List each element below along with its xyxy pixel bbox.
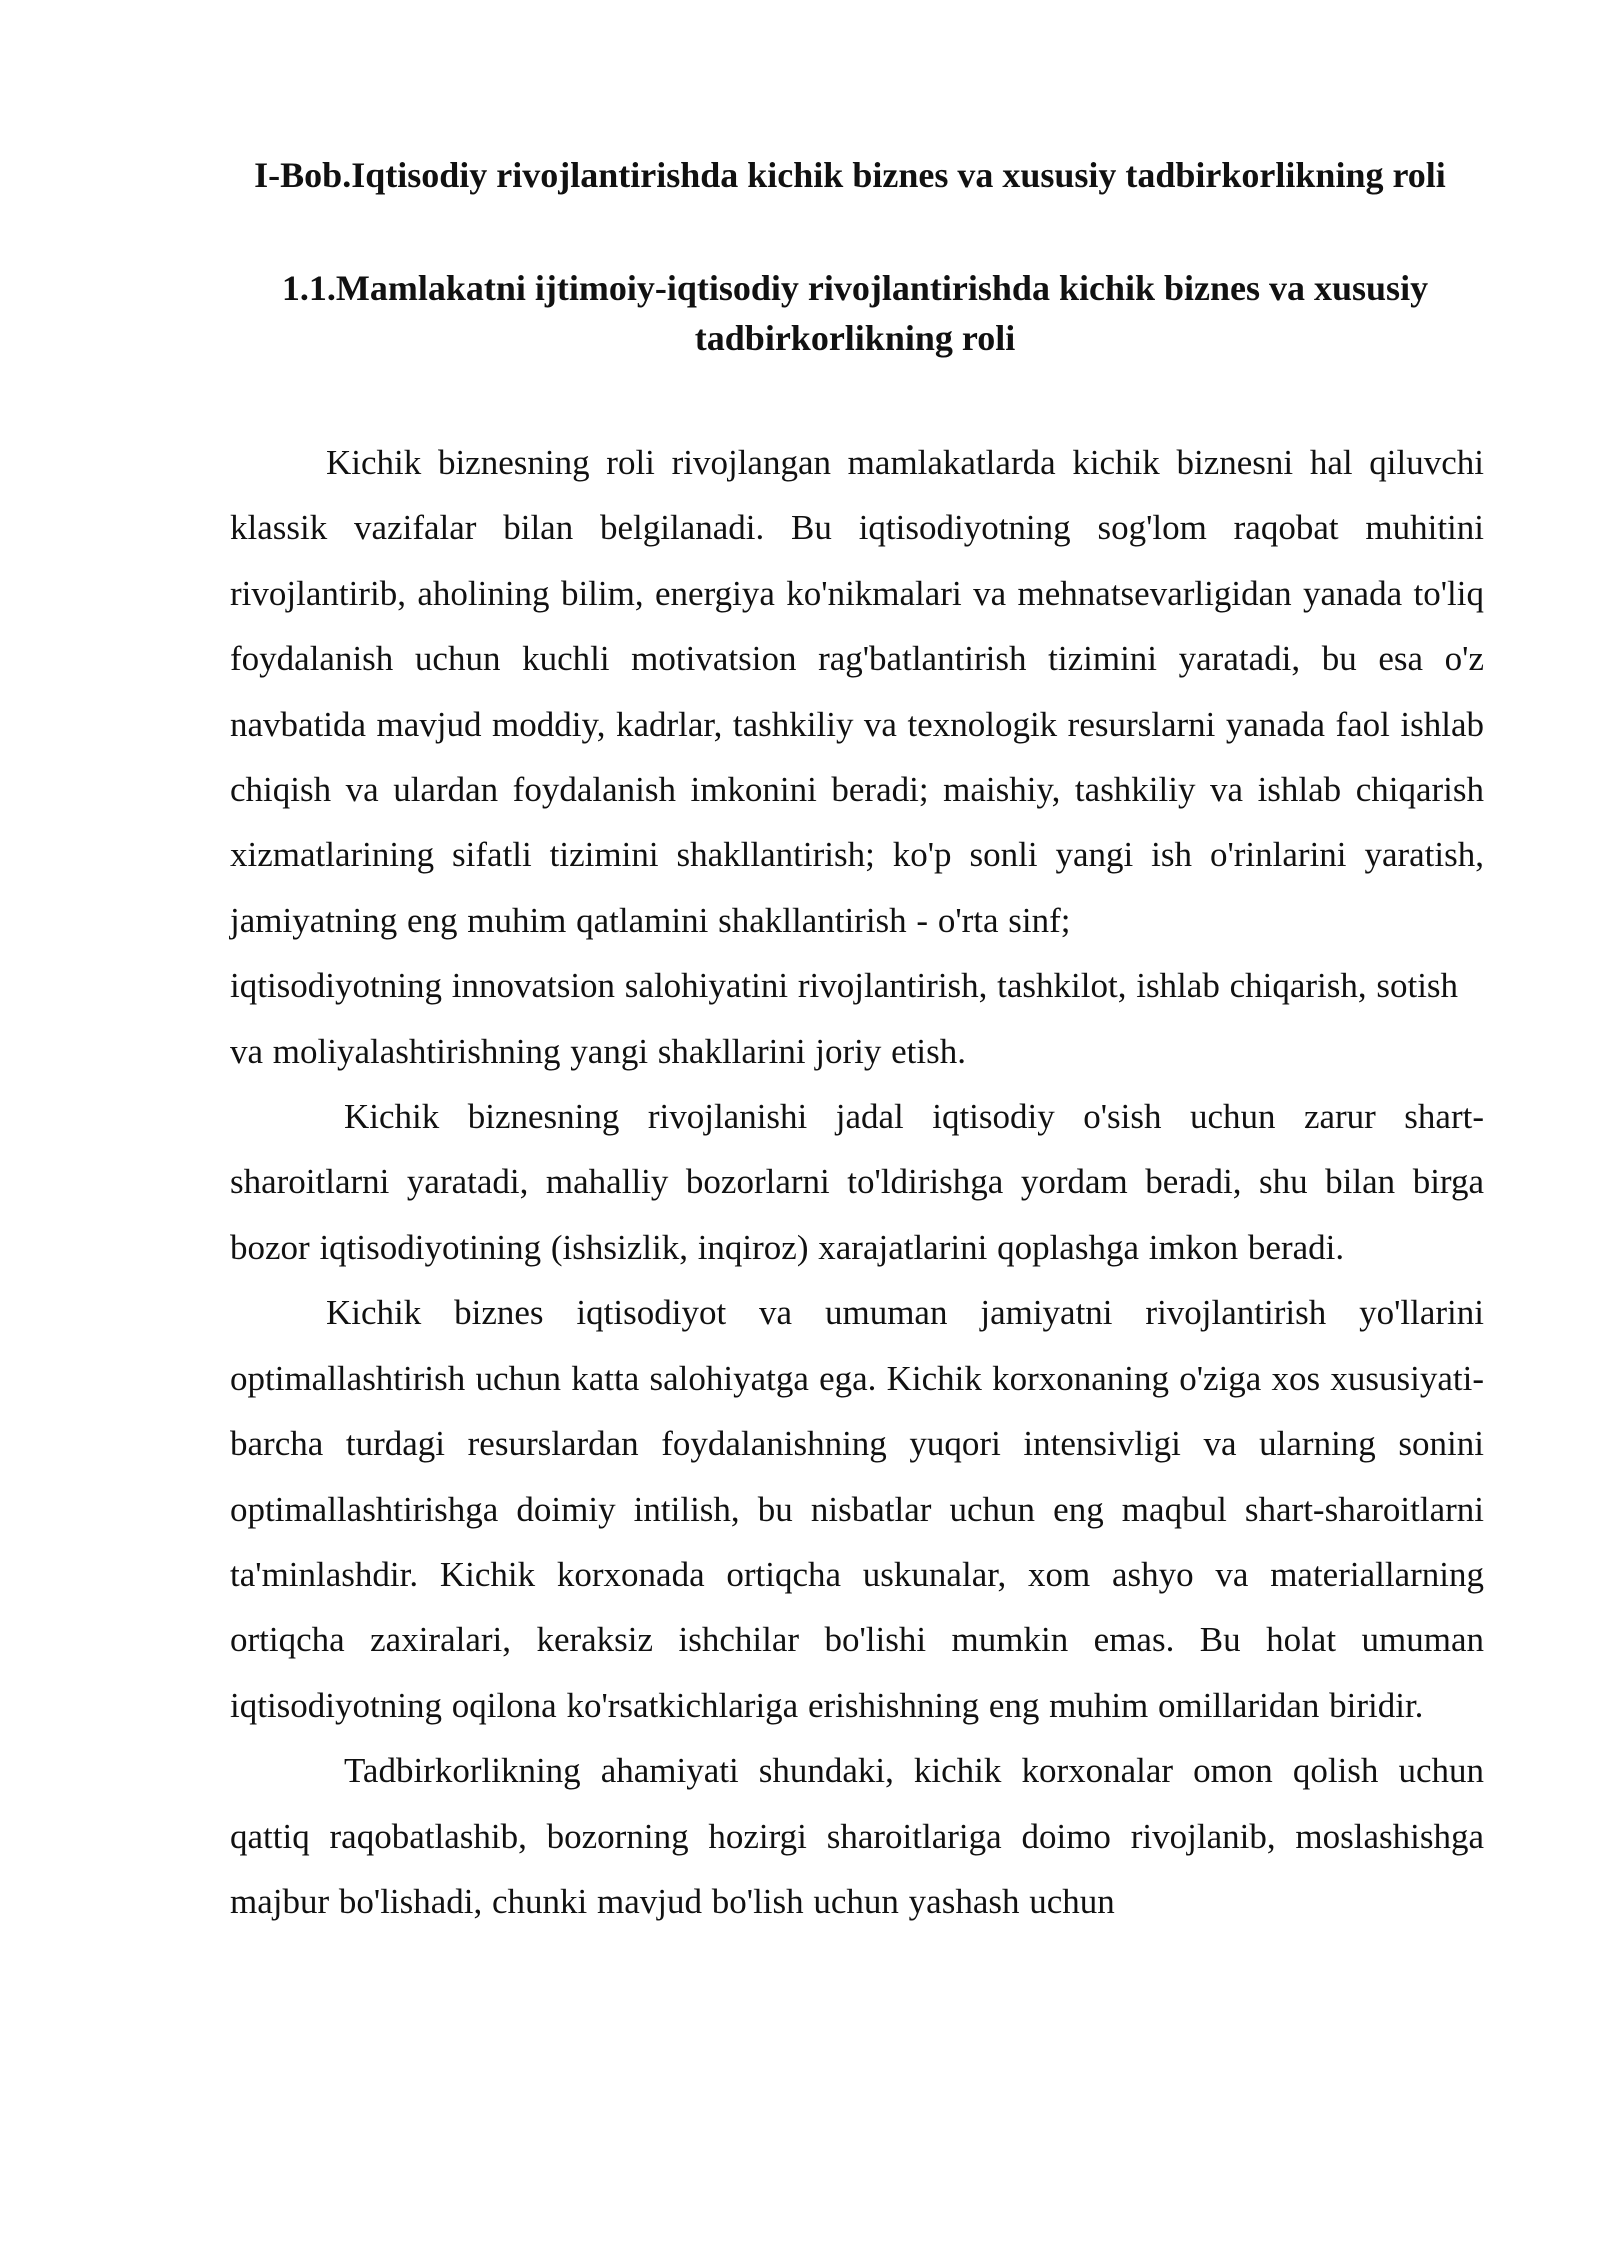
paragraph-3: Kichik biznesning rivojlanishi jadal iqtisodiy o'sish uchun zarur shart-sharoitlarni yaratadi, mahalliy bozorlarni to'ldirishga yordam beradi, shu bilan birga bozor iqtisodiyotining (ishsizlik, inqiroz) xarajatlarini qoplashga imkon beradi. xyxy=(230,1097,1484,1267)
paragraph-4: Kichik biznes iqtisodiyot va umuman jamiyatni rivojlantirish yo'llarini optimallashtirish uchun katta salohiyatga ega. Kichik korxonaning o'ziga xos xususiyati-barcha turdagi resurslardan foydalanishning yuqori intensivligi va ularning sonini optimallashtirishga doimiy intilish, bu nisbatlar uchun eng maqbul shart-sharoitlarni ta'minlashdir. Kichik korxonada ortiqcha uskunalar, xom ashyo va materiallarning ortiqcha zaxiralari, keraksiz ishchilar bo'lishi mumkin emas. Bu holat umuman iqtisodiyotning oqilona ko'rsatkichlariga erishishning eng muhim omillaridan biridir. xyxy=(230,1293,1484,1725)
paragraph-1: Kichik biznesning roli rivojlangan mamlakatlarda kichik biznesni hal qiluvchi klassik vazifalar bilan belgilanadi. Bu iqtisodiyotning sog'lom raqobat muhitini rivojlantirib, aholining bilim, energiya ko'nikmalari va mehnatsevarligidan yanada to'liq foydalanish uchun kuchli motivatsion rag'batlantirish tizimini yaratadi, bu esa o'z navbatida mavjud moddiy, kadrlar, tashkiliy va texnologik resurslarni yanada faol ishlab chiqish va ulardan foydalanish imkonini beradi; maishiy, tashkiliy va ishlab chiqarish xizmatlarining sifatli tizimini shakllantirish; ko'p sonli yangi ish o'rinlarini yaratish, jamiyatning eng muhim qatlamini shakllantirish - o'rta sinf; xyxy=(230,443,1484,940)
chapter-title: I-Bob.Iqtisodiy rivojlantirishda kichik biznes va xususiy tadbirkorlikning roli xyxy=(254,155,1446,195)
section-title: 1.1.Mamlakatni ijtimoiy-iqtisodiy rivojlantirishda kichik biznes va xususiy tadbirkorlikning roli xyxy=(281,268,1429,358)
paragraph-2: iqtisodiyotning innovatsion salohiyatini rivojlantirish, tashkilot, ishlab chiqarish, sotish va moliyalashtirishning yangi shakllarini joriy etish. xyxy=(230,966,1459,1071)
body-text xyxy=(230,430,1484,1934)
paragraph-5: Tadbirkorlikning ahamiyati shundaki, kichik korxonalar omon qolish uchun qattiq raqobatlashib, bozorning hozirgi sharoitlariga doimo rivojlanib, moslashishga majbur bo'lishadi, chunki mavjud bo'lish uchun yashash uchun xyxy=(230,1751,1484,1921)
